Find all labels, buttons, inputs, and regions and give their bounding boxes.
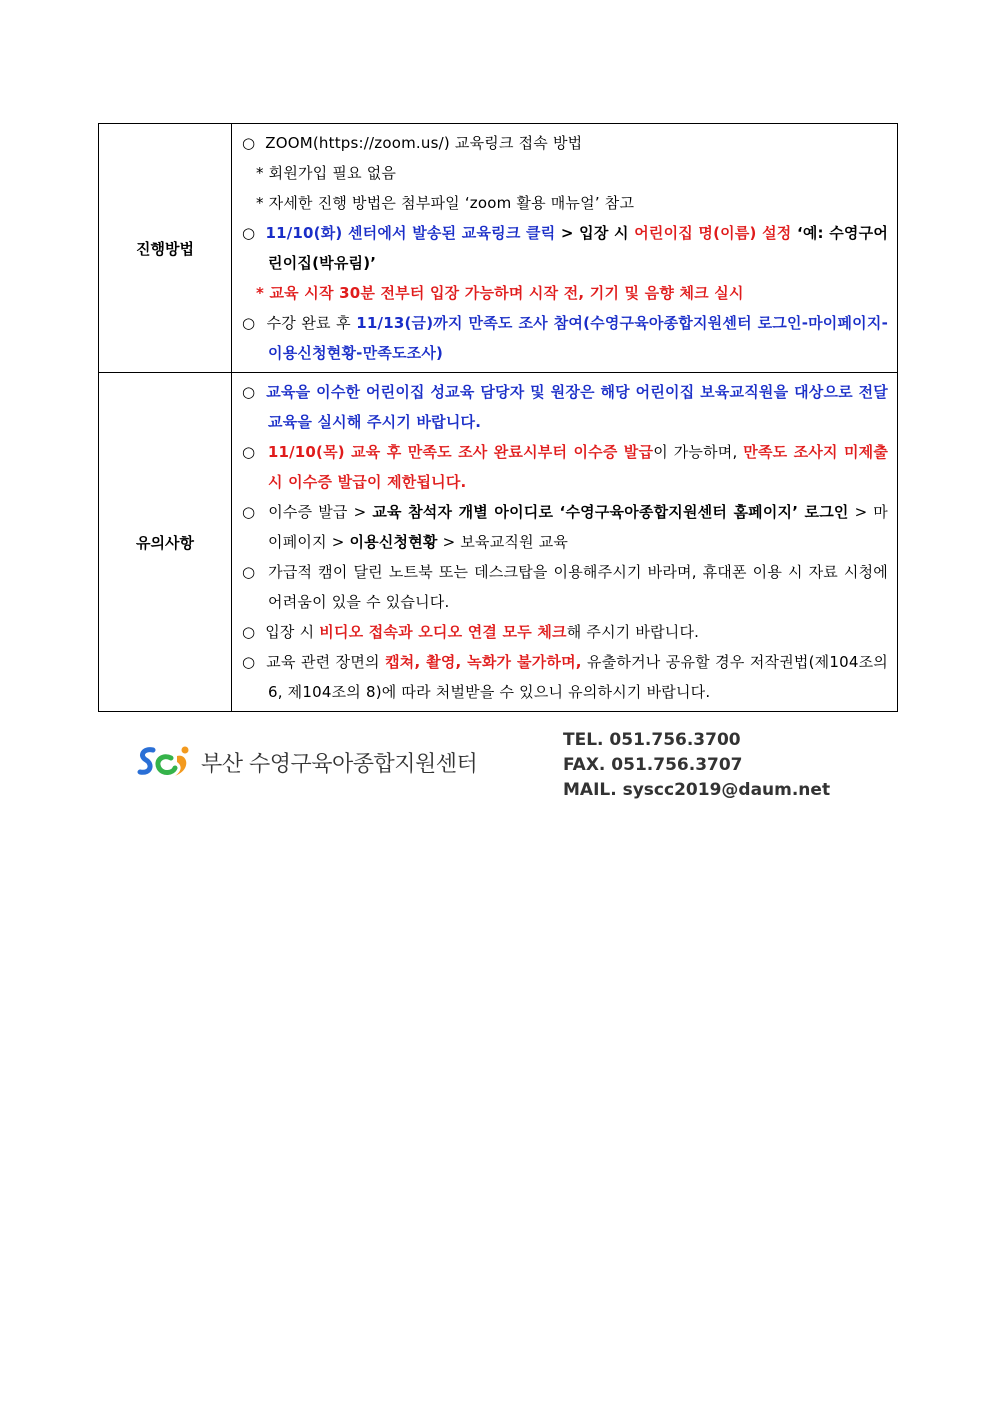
circle-bullet: ○ xyxy=(242,134,256,152)
notes-line-certificate xyxy=(242,437,888,497)
contact-info xyxy=(563,728,830,803)
notes-content xyxy=(232,373,898,712)
notes-line-issue-path xyxy=(242,497,888,557)
email-address: MAIL. syscc2019@daum.net xyxy=(563,780,831,800)
tel-number: TEL. 051.756.3700 xyxy=(563,730,741,750)
issue-path-login: 교육 참석자 개별 아이디로 ‘수영구육아종합지원센터 홈페이지’ 로그인 xyxy=(372,503,849,521)
circle-bullet: ○ xyxy=(242,224,256,242)
method-line-signup: * 회원가입 필요 없음 xyxy=(256,164,397,182)
zoom-link-text: ZOOM(https://zoom.us/) 교육링크 접속 방법 xyxy=(265,134,583,152)
row-label-method: 진행방법 xyxy=(99,124,232,373)
circle-bullet: ○ xyxy=(242,653,256,671)
fax-number: FAX. 051.756.3707 xyxy=(563,755,743,775)
notes-line-device xyxy=(242,557,888,617)
survey-deadline: 11/13(금)까지 만족도 조사 참여(수영구육아종합지원센터 로그인-마이페이지-이용신청현황-만족도조사) xyxy=(268,314,888,362)
certificate-issue-text: 11/10(목) 교육 후 만족도 조사 완료시부터 이수증 발급 xyxy=(267,443,654,461)
circle-bullet: ○ xyxy=(242,314,256,332)
entry-name-setting: 어린이집 명(이름) 설정 xyxy=(634,224,792,242)
circle-bullet: ○ xyxy=(242,623,256,641)
av-check-lead: 입장 시 xyxy=(265,623,320,641)
center-logo-icon xyxy=(137,744,195,780)
notes-line-av-check xyxy=(242,617,888,647)
av-check-emphasis: 비디오 접속과 오디오 연결 모두 체크 xyxy=(319,623,567,641)
method-line-early-entry: * 교육 시작 30분 전부터 입장 가능하며 시작 전, 기기 및 음향 체크 실시 xyxy=(256,284,744,302)
table-row-method xyxy=(99,124,898,373)
row-label-notes: 유의사항 xyxy=(99,373,232,712)
transfer-education-text: 교육을 이수한 어린이집 성교육 담당자 및 원장은 해당 어린이집 보육교직원을 대상으로 전달교육을 실시해 주시기 바랍니다. xyxy=(266,383,888,431)
circle-bullet: ○ xyxy=(242,503,257,521)
circle-bullet: ○ xyxy=(242,383,256,401)
center-name: 부산 수영구육아종합지원센터 xyxy=(201,751,478,777)
notes-line-copyright xyxy=(242,647,888,707)
copyright-emphasis: 캡쳐, 촬영, 녹화가 불가하며, xyxy=(385,653,582,671)
method-line-zoom xyxy=(242,128,888,158)
issue-path-end: > 보육교직원 교육 xyxy=(437,533,569,551)
copyright-lead: 교육 관련 장면의 xyxy=(266,653,386,671)
certificate-possible-text: 이 가능하며, xyxy=(653,443,744,461)
survey-lead: 수강 완료 후 xyxy=(266,314,357,332)
entry-example: ‘예: 수영구어린이집(박유림)’ xyxy=(268,224,889,272)
certificate-restriction-text: 만족도 조사지 미제출 시 이수증 발급이 제한됩니다. xyxy=(268,443,889,491)
method-line-manual: * 자세한 진행 방법은 첨부파일 ‘zoom 활용 매뉴얼’ 참고 xyxy=(256,194,635,212)
copyright-end: 유출하거나 공유할 경우 저작권법(제104조의 6, 제104조의 8)에 따라 처벌받을 수 있으니 유의하시기 바랍니다. xyxy=(268,653,888,701)
method-line-entry xyxy=(242,218,888,278)
issue-path-start: 이수증 발급 > xyxy=(268,503,373,521)
info-table xyxy=(98,123,898,712)
method-content xyxy=(232,124,898,373)
issue-path-mypage: > 마이페이지 > xyxy=(268,503,888,551)
table-row-notes xyxy=(99,373,898,712)
av-check-end: 해 주시기 바랍니다. xyxy=(566,623,700,641)
circle-bullet: ○ xyxy=(242,563,257,581)
circle-bullet: ○ xyxy=(242,443,257,461)
method-line-survey xyxy=(242,308,888,368)
device-text: 가급적 캠이 달린 노트북 또는 데스크탑을 이용해주시기 바라며, 휴대폰 이용 시 자료 시청에 어려움이 있을 수 있습니다. xyxy=(268,563,888,611)
notes-line-transfer xyxy=(242,377,888,437)
center-logo xyxy=(137,744,477,780)
issue-path-status: 이용신청현황 xyxy=(349,533,438,551)
entry-arrow-text: > 입장 시 xyxy=(555,224,635,242)
entry-link-date: 11/10(화) 센터에서 발송된 교육링크 클릭 xyxy=(265,224,556,242)
